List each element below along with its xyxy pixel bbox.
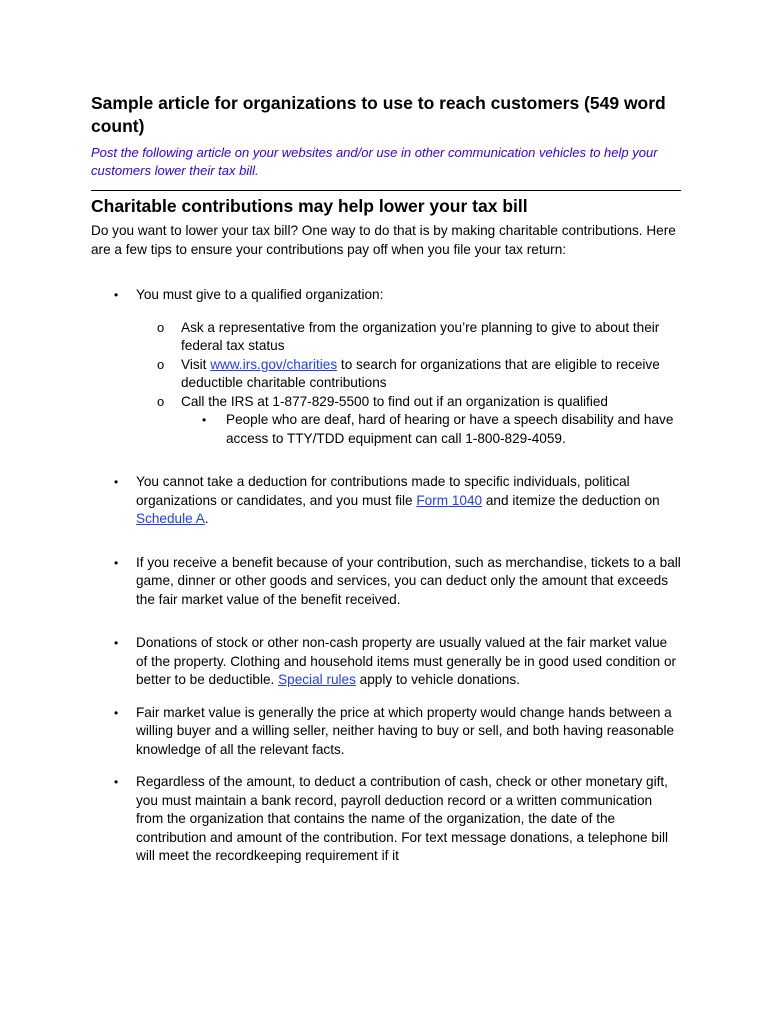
list-item (91, 704, 681, 760)
document-page (91, 92, 681, 866)
bullet-marker: • (114, 475, 119, 489)
special-rules-link[interactable]: Special rules (278, 672, 356, 687)
list-item (181, 411, 681, 448)
bullet-marker: • (114, 775, 119, 789)
list-item (91, 634, 681, 690)
qualified-organization-sublist (136, 319, 681, 449)
form-1040-link[interactable]: Form 1040 (416, 492, 483, 508)
list-item (91, 554, 681, 610)
bullet-marker: • (114, 636, 119, 650)
tip-deduction-middle: and itemize the deduction on (482, 492, 660, 508)
bullet-marker: • (114, 705, 119, 720)
sub-item-visit-prefix: Visit (181, 356, 211, 372)
tip-fair-market-value: Fair market value is generally the price at which property would change hands between a willing buyer and a willing seller, neither having to buy or sell, and both having reasonable knowledge of all the relevant facts. (136, 704, 675, 757)
bullet-marker: • (202, 413, 207, 427)
tip-recordkeeping: Regardless of the amount, to deduct a contribution of cash, check or other monetary gift, you must maintain a bank record, payroll deduction record or a written communication from the organization that contains the name of the organization, the date of the contribution and amount of the contribution. For text message donations, a telephone bill will meet the recordkeeping requirement if it (136, 774, 669, 863)
sub-item-call-irs: Call the IRS at 1-877-829-5500 to find out if an organization is qualified (181, 393, 608, 409)
article-heading: Charitable contributions may help lower your tax bill (91, 196, 528, 216)
tip-benefit: If you receive a benefit because of your contribution, such as merchandise, tickets to a ball game, dinner or other goods and services, you can deduct only the amount that exceeds the fair market value of the benefit received. (136, 554, 681, 607)
sub-item-visit-suffix: to search for organizations that are eligible to receive deductible charitable contributions (181, 356, 660, 390)
list-item (136, 319, 681, 356)
posting-instructions: Post the following article on your websites and/or use in other communication vehicles to help your customers lower their tax bill. (91, 145, 658, 178)
call-irs-sublist (181, 411, 681, 448)
bullet-marker: • (114, 555, 119, 570)
schedule-a-link[interactable]: Schedule A (136, 511, 205, 526)
sub-item-tty: People who are deaf, hard of hearing or have a speech disability and have access to TTY/TDD equipment can call 1-800-829-4059. (226, 412, 674, 446)
sub-marker: o (157, 356, 165, 372)
article-intro: Do you want to lower your tax bill? One way to do that is by making charitable contributions. Here are a few tips to ensure your contributions pay off when you file your tax return: (91, 223, 676, 257)
sub-marker: o (157, 319, 165, 335)
divider (91, 190, 681, 191)
bullet-marker: • (114, 288, 119, 302)
list-item (136, 356, 681, 393)
tip-donations-prefix: Donations of stock or other non-cash property are usually valued at the fair market value of the property. Clothing and household items must generally be in good used condition or better to be deductible. (136, 635, 677, 687)
list-item (91, 473, 681, 529)
tip-deduction-prefix: You cannot take a deduction for contributions made to specific individuals, political organizations or candidates, and you must file (136, 474, 630, 508)
sub-marker: o (157, 393, 165, 409)
tip-donations-suffix: apply to vehicle donations. (355, 672, 520, 687)
list-item (91, 286, 681, 448)
sub-item-ask-representative: Ask a representative from the organization you’re planning to give to about their federal tax status (181, 319, 660, 353)
list-item (91, 773, 681, 866)
charities-link[interactable]: www.irs.gov/charities (210, 356, 338, 372)
list-item (136, 393, 681, 449)
document-title: Sample article for organizations to use to reach customers (549 word count) (91, 93, 666, 136)
tips-list (91, 286, 681, 866)
tip-qualified-organization: You must give to a qualified organization: (136, 287, 384, 302)
tip-deduction-suffix: . (204, 511, 209, 526)
